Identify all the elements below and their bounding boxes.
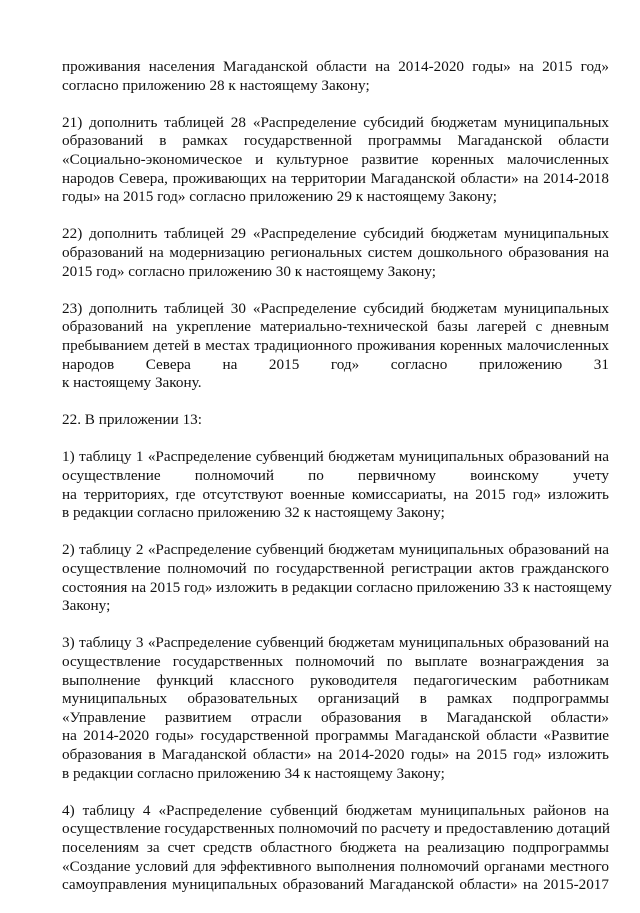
paragraph: [62, 300, 609, 393]
text-line: 1) таблицу 1 «Распределение субвенций бюджетам муниципальных образований на: [62, 448, 609, 466]
document-page: [62, 58, 612, 913]
paragraph: [62, 58, 609, 95]
text-line: образований на модернизацию региональных систем дошкольного образования на: [62, 243, 609, 261]
text-line: 3) таблицу 3 «Распределение субвенций бюджетам муниципальных образований на: [62, 634, 609, 652]
paragraph: [62, 411, 609, 430]
paragraph: [62, 225, 609, 281]
text-line: «Создание условий для эффективного выполнения полномочий органами местного: [62, 857, 609, 875]
text-line: проживания населения Магаданской области на 2014-2020 годы» на 2015 год»: [62, 58, 609, 75]
text-line: 21) дополнить таблицей 28 «Распределение субсидий бюджетам муниципальных: [62, 113, 609, 131]
text-line: поселениям за счет средств областного бюджета на реализацию подпрограммы: [62, 838, 609, 856]
text-line: народов Севера на 2015 год» согласно приложению 31: [62, 355, 609, 373]
text-line: 4) таблицу 4 «Распределение субвенций бюджетам муниципальных районов на: [62, 801, 609, 819]
text-line: образований на укрепление материально-технической базы лагерей с дневным: [62, 318, 609, 336]
text-line: осуществление полномочий по государственной регистрации актов гражданского: [62, 560, 609, 578]
paragraph: [62, 448, 609, 522]
text-line: 23) дополнить таблицей 30 «Распределение субсидий бюджетам муниципальных: [62, 299, 609, 317]
text-line: образований в рамках государственной программы Магаданской области: [62, 132, 609, 150]
text-line: в редакции согласно приложению 32 к настоящему Закону;: [62, 504, 445, 522]
text-line: на территориях, где отсутствуют военные комиссариаты, на 2015 год» изложить: [62, 485, 609, 503]
text-line: согласно приложению 28 к настоящему Закону;: [62, 76, 370, 94]
text-line: пребыванием детей в местах традиционного проживания коренных малочисленных: [62, 336, 609, 354]
paragraph: [62, 802, 609, 895]
text-line: осуществление государственных полномочий по выплате вознаграждения за: [62, 653, 609, 670]
paragraph: [62, 541, 612, 615]
text-line: народов Севера, проживающих на территории Магаданской области» на 2014-2018: [62, 169, 609, 187]
text-line: состояния на 2015 год» изложить в редакции согласно приложению 33 к настоящему: [62, 578, 612, 596]
text-line: в редакции согласно приложению 34 к настоящему Закону;: [62, 764, 445, 782]
text-line: «Социально-экономическое и культурное развитие коренных малочисленных: [62, 150, 609, 168]
text-line: 2015 год» согласно приложению 30 к настоящему Закону;: [62, 262, 436, 280]
text-line: «Управление развитием отрасли образования в Магаданской области»: [62, 708, 609, 726]
text-line: 22) дополнить таблицей 29 «Распределение субсидий бюджетам муниципальных: [62, 225, 609, 243]
text-line: Закону;: [62, 597, 111, 615]
text-line: годы» на 2015 год» согласно приложению 29 к настоящему Закону;: [62, 188, 497, 206]
text-line: выполнение функций классного руководителя педагогическим работникам: [62, 671, 609, 689]
text-line: на 2014-2020 годы» государственной программы Магаданской области «Развитие: [62, 727, 609, 745]
text-line: 22. В приложении 13:: [62, 411, 202, 429]
text-line: 2) таблицу 2 «Распределение субвенций бюджетам муниципальных образований на: [62, 541, 609, 559]
text-line: самоуправления муниципальных образований Магаданской области» на 2015-2017: [62, 876, 609, 894]
text-line: осуществление государственных полномочий по расчету и предоставлению дотаций: [62, 820, 610, 838]
text-line: осуществление полномочий по первичному воинскому учету: [62, 467, 609, 485]
paragraph: [62, 634, 609, 783]
text-line: муниципальных образовательных организаций в рамках подпрограммы: [62, 690, 609, 708]
text-line: к настоящему Закону.: [62, 374, 202, 392]
paragraph: [62, 114, 609, 207]
text-line: образования в Магаданской области» на 2014-2020 годы» на 2015 год» изложить: [62, 745, 609, 763]
